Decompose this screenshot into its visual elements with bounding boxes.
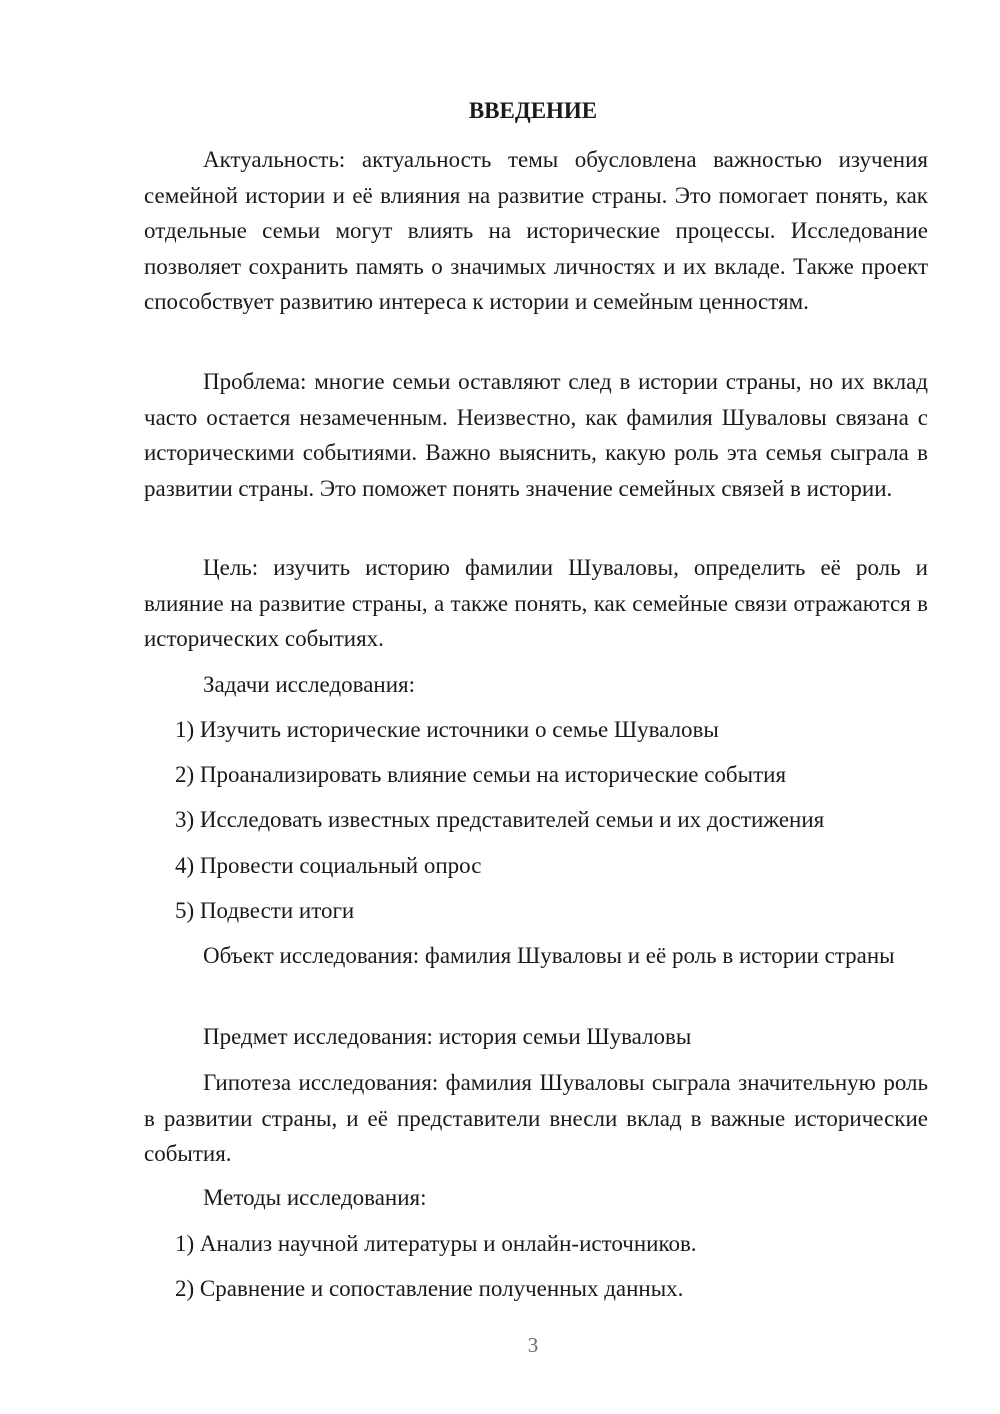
method-item-2: 2) Сравнение и сопоставление полученных данных. bbox=[175, 1276, 684, 1301]
document-page bbox=[144, 0, 928, 1414]
method-item-1: 1) Анализ научной литературы и онлайн-источников. bbox=[175, 1231, 697, 1256]
task-item-2: 2) Проанализировать влияние семьи на исторические события bbox=[175, 762, 787, 787]
task-item-4: 4) Провести социальный опрос bbox=[175, 853, 482, 878]
section-heading: ВВЕДЕНИЕ bbox=[468, 98, 598, 123]
tasks-heading: Задачи исследования: bbox=[203, 672, 416, 697]
task-item-3: 3) Исследовать известных представителей семьи и их достижения bbox=[175, 807, 825, 832]
relevance-paragraph: Актуальность: актуальность темы обусловлена важностью изучения семейной истории и её влияния на развитие страны. Это помогает понять, как отдельные семьи могут влиять на исторические процессы. Исследование позволяет сохранить память о значимых личностях и их вкладе. Также проект способствует развитию интереса к истории и семейным ценностям. bbox=[144, 147, 928, 314]
page-number: 3 bbox=[527, 1333, 539, 1357]
methods-heading: Методы исследования: bbox=[203, 1185, 427, 1210]
subject-paragraph: Предмет исследования: история семьи Шуваловы bbox=[203, 1024, 692, 1049]
task-item-5: 5) Подвести итоги bbox=[175, 898, 355, 923]
hypothesis-paragraph: Гипотеза исследования: фамилия Шуваловы сыграла значительную роль в развитии страны, и её представители внесли вклад в важные исторические события. bbox=[144, 1070, 928, 1166]
object-paragraph: Объект исследования: фамилия Шуваловы и её роль в истории страны bbox=[203, 943, 895, 968]
task-item-1: 1) Изучить исторические источники о семье Шуваловы bbox=[175, 717, 719, 742]
goal-paragraph: Цель: изучить историю фамилии Шуваловы, определить её роль и влияние на развитие страны, а также понять, как семейные связи отражаются в исторических событиях. bbox=[144, 555, 928, 651]
problem-paragraph: Проблема: многие семьи оставляют след в истории страны, но их вклад часто остается незамеченным. Неизвестно, как фамилия Шуваловы связана с историческими событиями. Важно выяснить, какую роль эта семья сыграла в развитии страны. Это поможет понять значение семейных связей в истории. bbox=[144, 369, 928, 501]
